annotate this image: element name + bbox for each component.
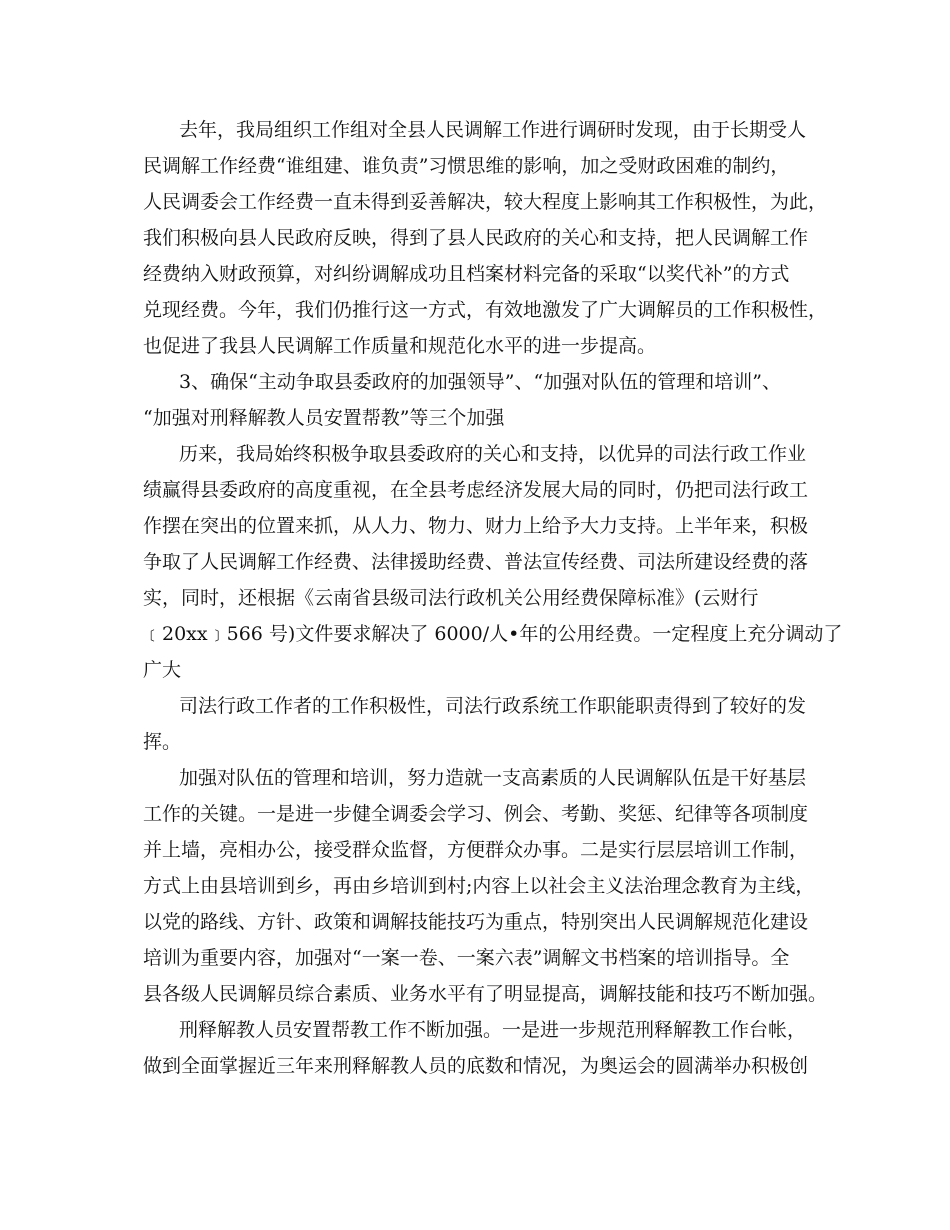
- text-line: 以党的路线、方针、政策和调解技能技巧为重点，特别突出人民调解规范化建设: [143, 911, 809, 933]
- text-line: 民调解工作经费“谁组建、谁负责”习惯思维的影响，加之受财政困难的制约，: [143, 155, 790, 177]
- text-line: 并上墙，亮相办公，接受群众监督，方便群众办事。二是实行层层培训工作制，: [143, 839, 809, 861]
- text-line: 司法行政工作者的工作积极性，司法行政系统工作职能职责得到了较好的发: [179, 695, 807, 717]
- section-heading: “加强对刑释解教人员安置帮教”等三个加强: [143, 407, 505, 429]
- text-line: 工作的关键。一是进一步健全调委会学习、例会、考勤、奖惩、纪律等各项制度: [143, 803, 809, 825]
- section-heading: 3、确保“主动争取县委政府的加强领导”、“加强对队伍的管理和培训”、: [179, 371, 781, 393]
- text-line: ﹝20xx﹞566 号)文件要求解决了 6000/人•年的公用经费。一定程度上充分调动了: [143, 623, 843, 645]
- text-line: 实，同时，还根据《云南省县级司法行政机关公用经费保障标准》(云财行: [143, 587, 759, 609]
- text-line: 人民调委会工作经费一直未得到妥善解决，较大程度上影响其工作积极性，为此，: [143, 191, 828, 213]
- text-line: 兑现经费。今年，我们仍推行这一方式，有效地激发了广大调解员的工作积极性，: [143, 299, 828, 321]
- text-line: 也促进了我县人民调解工作质量和规范化水平的进一步提高。: [143, 335, 657, 357]
- text-line: 争取了人民调解工作经费、法律援助经费、普法宣传经费、司法所建设经费的落: [143, 551, 809, 573]
- text-line: 培训为重要内容，加强对“一案一卷、一案六表”调解文书档案的培训指导。全: [143, 947, 790, 969]
- text-line: 方式上由县培训到乡，再由乡培训到村;内容上以社会主义法治理念教育为主线，: [143, 875, 815, 897]
- text-line: 县各级人民调解员综合素质、业务水平有了明显提高，调解技能和技巧不断加强。: [143, 983, 828, 1005]
- text-line: 做到全面掌握近三年来刑释解教人员的底数和情况，为奥运会的圆满举办积极创: [143, 1055, 809, 1077]
- text-line: 绩赢得县委政府的高度重视，在全县考虑经济发展大局的同时，仍把司法行政工: [143, 479, 809, 501]
- text-line: 挥。: [143, 731, 182, 753]
- text-line: 历来，我局始终积极争取县委政府的关心和支持，以优异的司法行政工作业: [179, 443, 807, 465]
- text-line: 加强对队伍的管理和培训，努力造就一支高素质的人民调解队伍是干好基层: [179, 767, 807, 789]
- text-line: 经费纳入财政预算，对纠纷调解成功且档案材料完备的采取“以奖代补”的方式: [143, 263, 790, 285]
- text-line: 作摆在突出的位置来抓，从人力、物力、财力上给予大力支持。上半年来，积极: [143, 515, 809, 537]
- text-line: 我们积极向县人民政府反映，得到了县人民政府的关心和支持，把人民调解工作: [143, 227, 809, 249]
- text-line: 广大: [143, 659, 182, 681]
- text-line: 去年，我局组织工作组对全县人民调解工作进行调研时发现，由于长期受人: [179, 119, 807, 141]
- text-line: 刑释解教人员安置帮教工作不断加强。一是进一步规范刑释解教工作台帐，: [179, 1019, 807, 1041]
